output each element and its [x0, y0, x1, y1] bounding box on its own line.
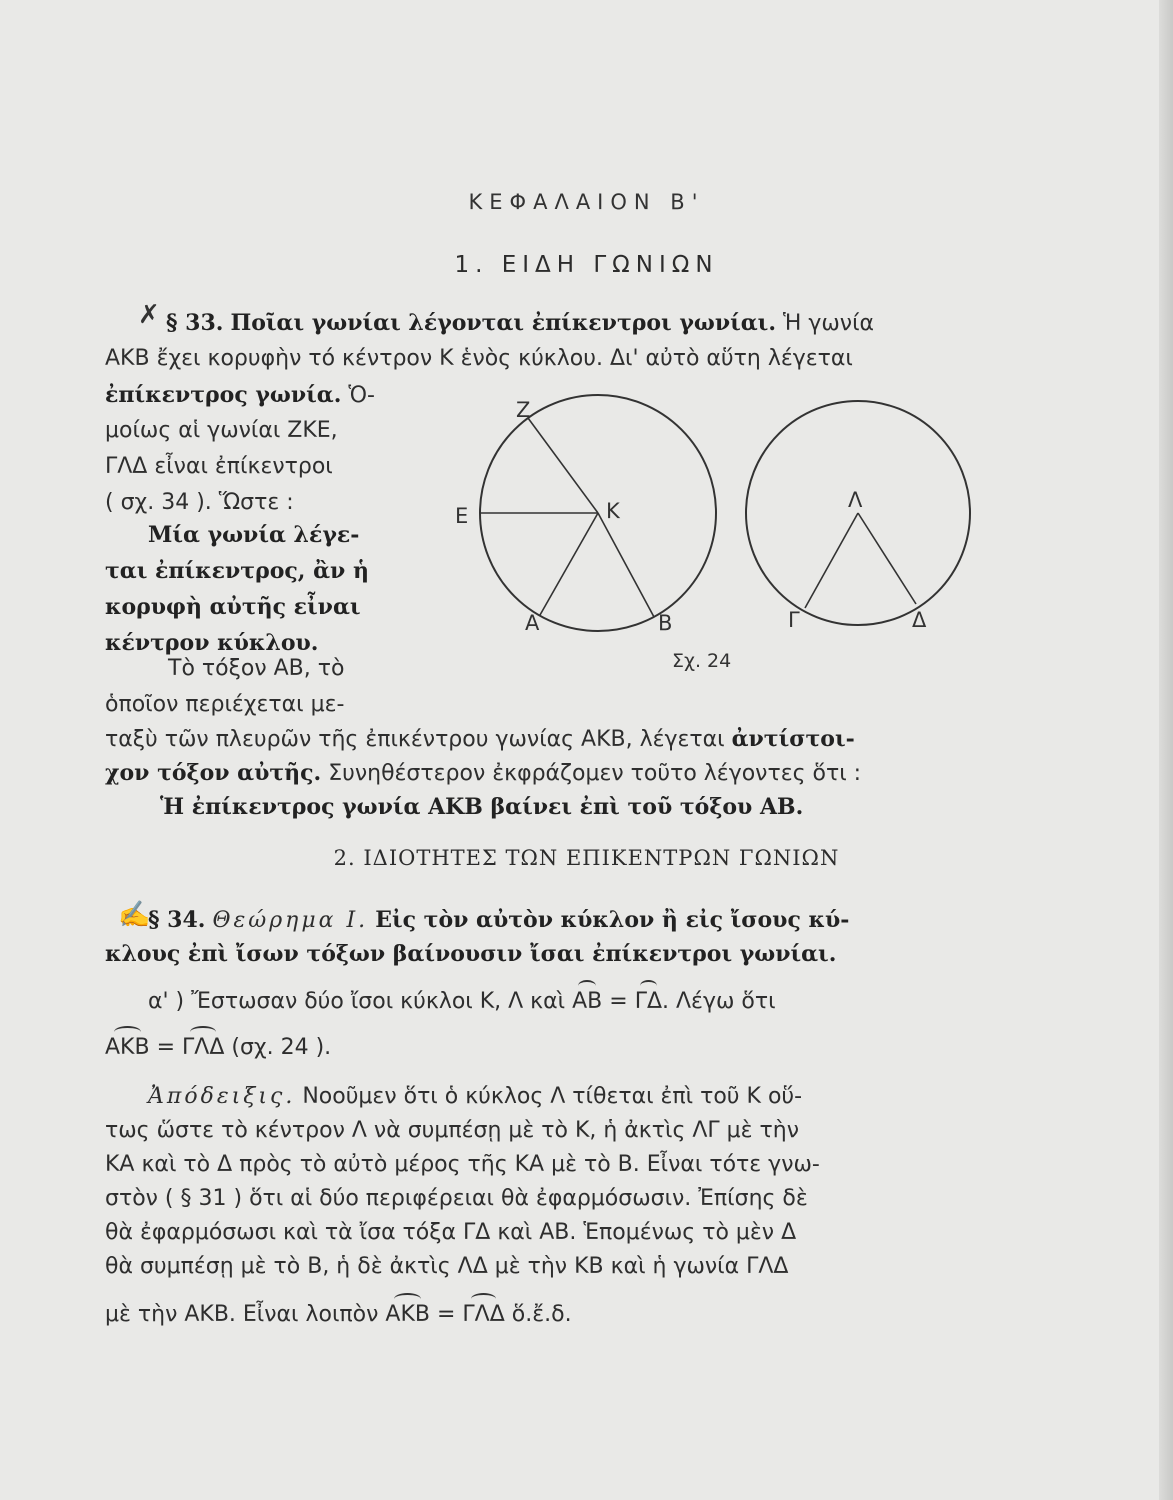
- label-l: Λ: [848, 488, 863, 512]
- angle-akb-final: ΑΚΒ: [385, 1298, 430, 1332]
- circle-l: [746, 401, 970, 632]
- arc-line1: Τὸ τόξον ΑΒ, τὸ: [168, 656, 345, 681]
- margin-mark-34: ✍: [118, 900, 151, 930]
- definition-line4: κέντρον κύκλου.: [105, 630, 319, 656]
- section-title-2: 2. ΙΔΙΟΤΗΤΕΣ ΤΩΝ ΕΠΙΚΕΝΤΡΩΝ ΓΩΝΙΩΝ: [333, 846, 840, 870]
- case-a-line1: [148, 985, 998, 1019]
- paragraph-33-question: Ποῖαι γωνίαι λέγονται ἐπίκεντροι γωνίαι.: [230, 310, 776, 336]
- angle-gld: ΓΛΔ: [182, 1031, 224, 1065]
- arc-line4b: Συνηθέστερον ἐκφράζομεν τοῦτο λέγοντες ὅτι :: [328, 761, 862, 786]
- label-g: Γ: [788, 608, 800, 632]
- case-a2-eq: =: [156, 1035, 176, 1060]
- label-b: Β: [658, 611, 673, 635]
- case-a-post: . Λέγω ὅτι: [662, 989, 776, 1014]
- radius-ld: [858, 513, 916, 604]
- label-z: Ζ: [516, 398, 531, 422]
- radius-ka: [540, 513, 598, 615]
- figure-caption: Σχ. 24: [672, 650, 732, 672]
- arc-gd: ΓΔ: [635, 985, 662, 1019]
- paragraph-33-line3: [105, 378, 435, 413]
- proof-line6: θὰ συμπέσῃ μὲ τὸ Β, ἡ δὲ ἀκτὶς ΛΔ μὲ τὴν ΚΒ καὶ ἡ γωνία ΓΛΔ: [105, 1254, 789, 1279]
- label-e: Ε: [455, 504, 469, 528]
- circle-k: [455, 395, 716, 635]
- case-a-line2: [105, 1031, 605, 1065]
- arc-line2: ὁποῖον περιέχεται με-: [105, 692, 345, 717]
- proof-line7-pre: μὲ τὴν ΑΚΒ. Εἶναι λοιπὸν: [105, 1302, 379, 1327]
- arc-line5: Ἡ ἐπίκεντρος γωνία ΑΚΒ βαίνει ἐπὶ τοῦ τόξου ΑΒ.: [160, 794, 804, 820]
- paragraph-33-text1: Ἡ γωνία: [782, 311, 875, 336]
- proof-line2: τως ὥστε τὸ κέντρον Λ νὰ συμπέσῃ μὲ τὸ Κ, ἡ ἀκτὶς ΛΓ μὲ τὴν: [105, 1118, 800, 1143]
- arc-line3b: ἀντίστοι-: [731, 726, 855, 752]
- paragraph-number-33: § 33.: [166, 310, 224, 336]
- label-k: Κ: [606, 499, 620, 523]
- proof-line1: [148, 1080, 998, 1114]
- paragraph-33-line3a: Ὁ-: [348, 383, 375, 408]
- proof-line1-text: Νοοῦμεν ὅτι ὁ κύκλος Λ τίθεται ἐπὶ τοῦ Κ οὕ-: [302, 1084, 803, 1109]
- label-d: Δ: [912, 608, 927, 632]
- theorem-label: Θεώρημα I.: [212, 908, 369, 933]
- arc-ab: ΑΒ: [572, 985, 602, 1019]
- arc-line4a: χον τόξον αὐτῆς.: [105, 760, 322, 786]
- proof-line7-eq: =: [436, 1302, 456, 1327]
- proof-label: Ἀπόδειξις.: [148, 1084, 296, 1109]
- radius-kz: [528, 418, 598, 513]
- paragraph-33-line1: [166, 306, 996, 341]
- radius-kb: [598, 513, 654, 617]
- proof-line7: [105, 1298, 1000, 1332]
- paragraph-33-line4: μοίως αἱ γωνίαι ΖΚΕ,: [105, 418, 338, 443]
- paragraph-34-line1: [148, 903, 998, 938]
- paragraph-33-line6: ( σχ. 34 ). Ὥστε :: [105, 490, 294, 515]
- paragraph-33-line5: ΓΛΔ εἶναι ἐπίκεντροι: [105, 454, 333, 479]
- section-title-1: 1. ΕΙΔΗ ΓΩΝΙΩΝ: [454, 252, 719, 278]
- case-a-eq: =: [609, 989, 628, 1014]
- proof-line4: στὸν ( § 31 ) ὅτι αἱ δύο περιφέρειαι θὰ ἐφαρμόσωσιν. Ἐπίσης δὲ: [105, 1186, 808, 1211]
- definition-line3: κορυφὴ αὐτῆς εἶναι: [105, 594, 361, 620]
- label-a: Α: [525, 611, 540, 635]
- paragraph-number-34: § 34.: [148, 907, 206, 933]
- case-a-pre: α' ) Ἔστωσαν δύο ἴσοι κύκλοι Κ, Λ καὶ: [148, 989, 566, 1014]
- definition-line2: ται ἐπίκεντρος, ἂν ἡ: [105, 558, 369, 584]
- proof-line5: θὰ ἐφαρμόσωσι καὶ τὰ ἴσα τόξα ΓΔ καὶ ΑΒ. Ἑπομένως τὸ μὲν Δ: [105, 1220, 797, 1245]
- arc-line3a: ταξὺ τῶν πλευρῶν τῆς ἐπικέντρου γωνίας ΑΚΒ, λέγεται: [105, 727, 725, 752]
- paragraph-33-bold-term: ἐπίκεντρος γωνία.: [105, 382, 342, 408]
- radius-lg: [805, 513, 858, 608]
- arc-line3: [105, 722, 1000, 757]
- theorem-statement-1: Εἰς τὸν αὐτὸν κύκλον ἢ εἰς ἴσους κύ-: [375, 907, 850, 933]
- qed: ὅ.ἔ.δ.: [511, 1302, 572, 1327]
- case-a2-post: (σχ. 24 ).: [231, 1035, 332, 1060]
- margin-mark-33: ✗: [138, 300, 160, 330]
- paragraph-33-line2: ΑΚΒ ἔχει κορυφὴν τό κέντρον Κ ἑνὸς κύκλου. Δι' αὐτὸ αὕτη λέγεται: [105, 346, 853, 371]
- arc-line4: [105, 756, 1000, 791]
- proof-line3: ΚΑ καὶ τὸ Δ πρὸς τὸ αὐτὸ μέρος τῆς ΚΑ μὲ τὸ Β. Εἶναι τότε γνω-: [105, 1152, 820, 1177]
- angle-gld-final: ΓΛΔ: [462, 1298, 504, 1332]
- chapter-title: ΚΕΦΑΛΑΙΟΝ Β': [468, 190, 705, 214]
- figure-24: [440, 385, 1000, 675]
- angle-akb: ΑΚΒ: [105, 1031, 150, 1065]
- definition-line1: Μία γωνία λέγε-: [148, 522, 360, 548]
- page-edge-shadow: [1159, 0, 1173, 1500]
- theorem-statement-2: κλους ἐπὶ ἴσων τόξων βαίνουσιν ἴσαι ἐπίκεντροι γωνίαι.: [105, 941, 837, 967]
